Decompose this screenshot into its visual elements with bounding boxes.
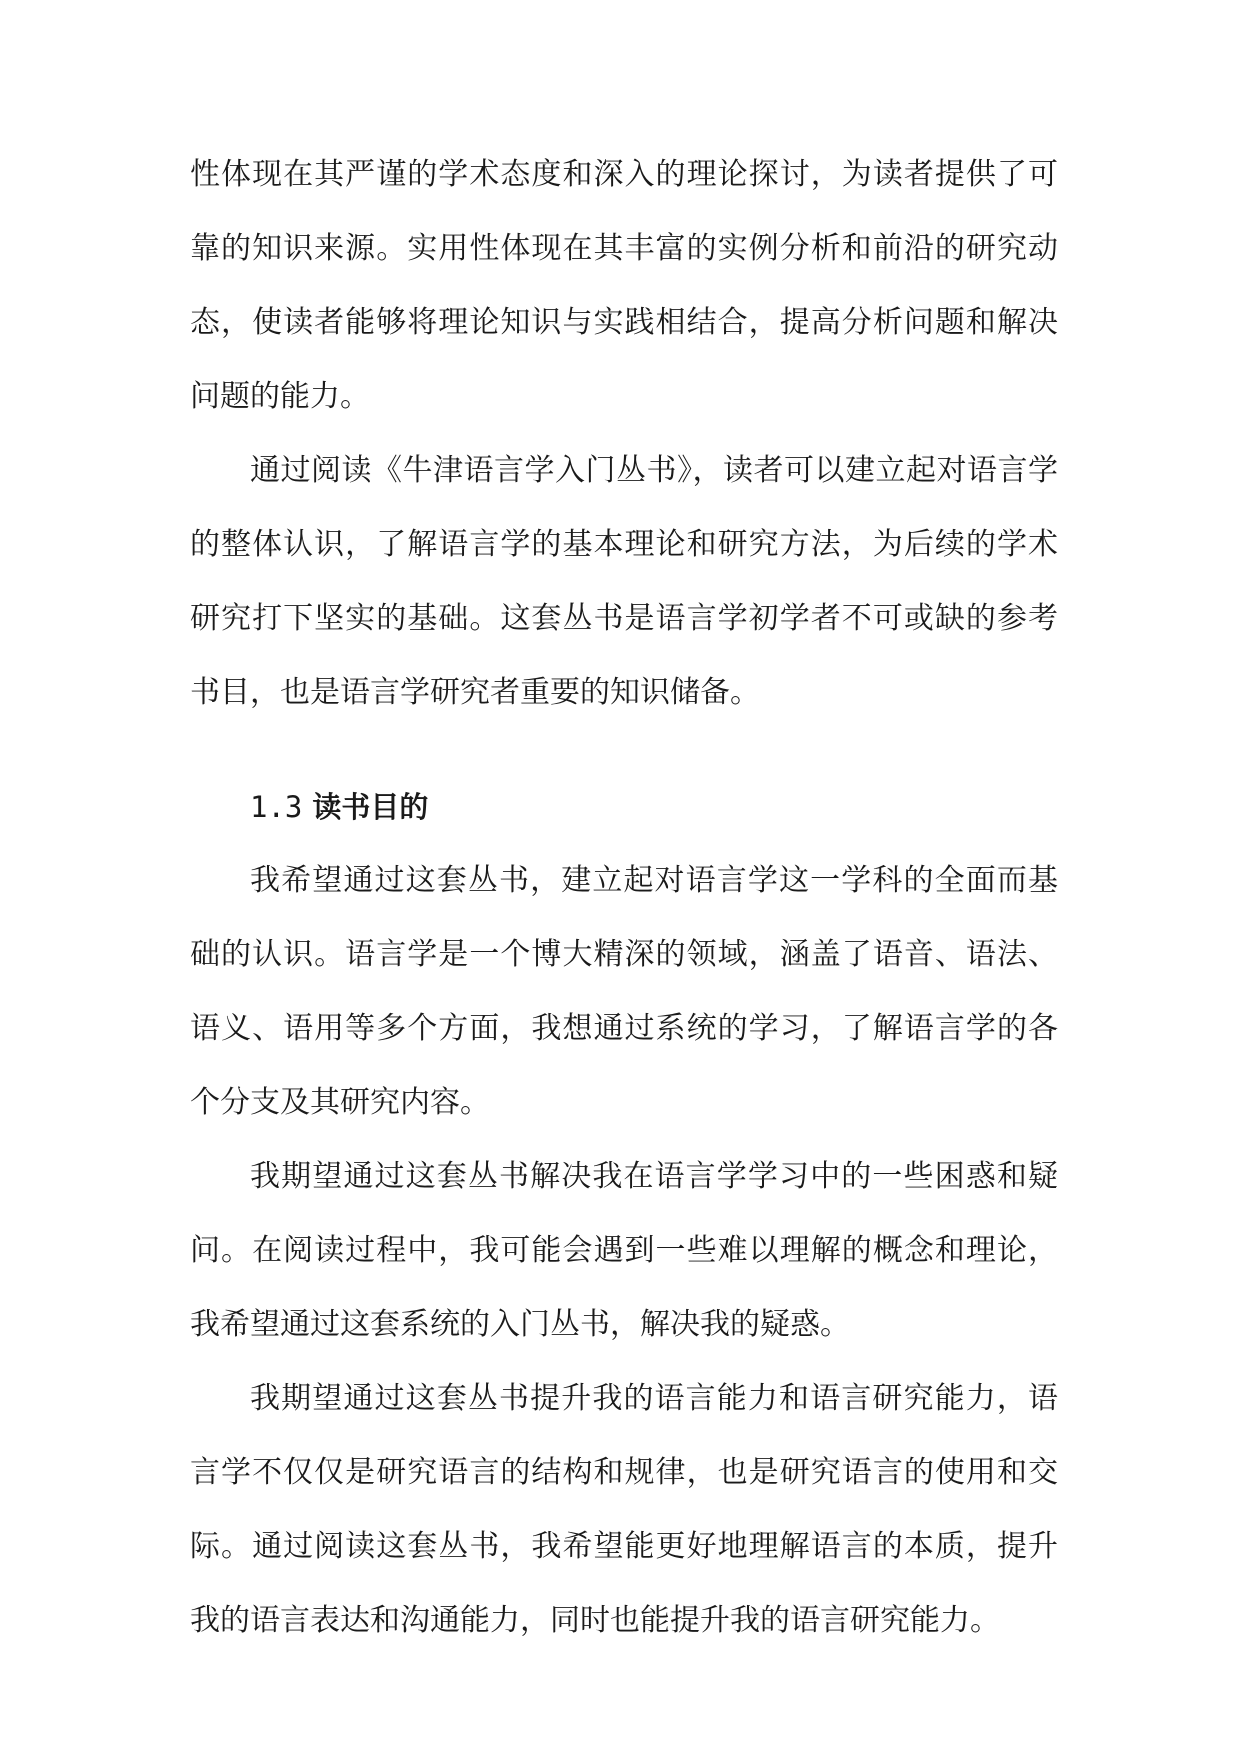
- paragraph-purpose-1: 我希望通过这套丛书，建立起对语言学这一学科的全面而基础的认识。语言学是一个博大精深的领域，涵盖了语音、语法、语义、语用等多个方面，我想通过系统的学习，了解语言学的各个分支及其研究内容。: [190, 863, 1058, 1120]
- paragraph-purpose-3: 我期望通过这套丛书提升我的语言能力和语言研究能力，语言学不仅仅是研究语言的结构和规律，也是研究语言的使用和交际。通过阅读这套丛书，我希望能更好地理解语言的本质，提升我的语言表达和沟通能力，同时也能提升我的语言研究能力。: [190, 1381, 1058, 1638]
- section-heading: [190, 770, 1058, 844]
- section-title: 读书目的: [312, 790, 429, 824]
- section-number: 1.3: [250, 790, 303, 824]
- paragraph-reading-benefit: 通过阅读《牛津语言学入门丛书》，读者可以建立起对语言学的整体认识，了解语言学的基本理论和研究方法，为后续的学术研究打下坚实的基础。这套丛书是语言学初学者不可或缺的参考书目，也是语言学研究者重要的知识储备。: [190, 453, 1058, 710]
- document-page: [190, 138, 1058, 1658]
- paragraph-purpose-2: 我期望通过这套丛书解决我在语言学学习中的一些困惑和疑问。在阅读过程中，我可能会遇到一些难以理解的概念和理论，我希望通过这套系统的入门丛书，解决我的疑惑。: [190, 1159, 1058, 1342]
- paragraph-continued: 性体现在其严谨的学术态度和深入的理论探讨，为读者提供了可靠的知识来源。实用性体现在其丰富的实例分析和前沿的研究动态，使读者能够将理论知识与实践相结合，提高分析问题和解决问题的能力。: [190, 157, 1058, 414]
